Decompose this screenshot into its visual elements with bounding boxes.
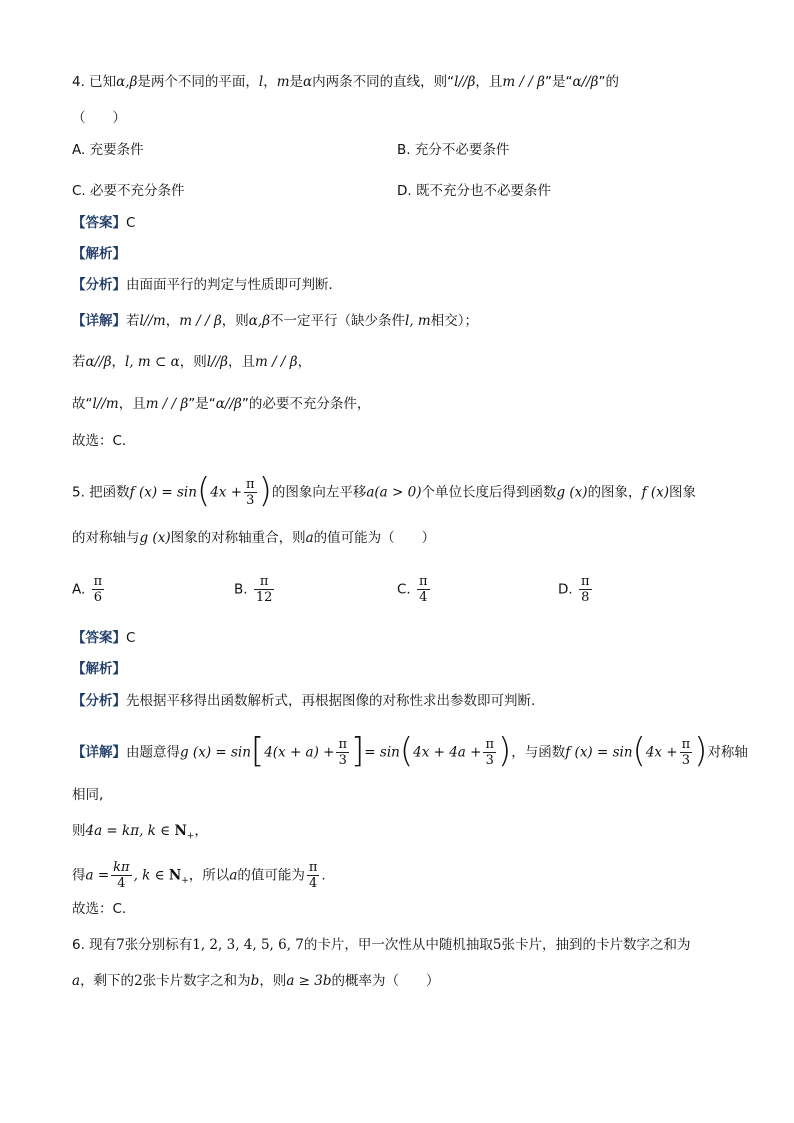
- q4-option-d: D. 既不充分也不必要条件: [397, 183, 551, 199]
- q4-conclusion: 故选：C．: [72, 433, 136, 449]
- q5-answer: 【答案】C: [72, 630, 136, 646]
- q4-detail-line-2: 若α//β，l, m ⊂ α，则l//β，且m / / β，: [72, 354, 312, 370]
- q4-stem: 4. 已知α,β是两个不同的平面，l，m是α内两条不同的直线，则“l//β，且m / / β”是“α//β”的: [72, 74, 619, 90]
- q4-detail-line-1: 【详解】若l//m，m / / β，则α,β不一定平行（缺少条件l, m相交）；: [72, 313, 478, 329]
- pi-over-3-fraction: $\frac{\pi}{3}$: [246, 477, 255, 508]
- q5-stem-line-2: 的对称轴与g (x)图象的对称轴重合，则a的值可能为（ ）: [72, 530, 436, 546]
- q4-option-c: C. 必要不充分条件: [72, 183, 185, 199]
- q4-analysis-heading: 【解析】: [72, 246, 126, 262]
- q5-option-b: B. $\frac{\pi}{12}$: [234, 574, 273, 605]
- q5-detail-line-1: 【详解】由题意得g (x) = sin[4(x + a) + $\frac{\pi}{3}$ ]= sin(4x + 4a + $\frac{\pi}{3}$ )，与函数f (x) = sin(4x + $\frac{\pi}{3}$ )对称轴: [72, 730, 748, 771]
- q5-analysis-heading: 【解析】: [72, 661, 126, 677]
- q6-stem-line-1: 6. 现有7张分别标有1, 2, 3, 4, 5, 6, 7的卡片，甲一次性从中随机抽取5张卡片，抽到的卡片数字之和为: [72, 937, 691, 953]
- q5-conclusion: 故选：C.: [72, 901, 127, 917]
- q4-fenxi: 【分析】由面面平行的判定与性质即可判断．: [72, 277, 342, 293]
- q4-option-b: B. 充分不必要条件: [397, 142, 510, 158]
- q5-detail-line-2: 则4a = kπ, k ∈ $N_+$，: [72, 823, 208, 842]
- q5-detail-line-1b: 相同,: [72, 787, 104, 803]
- q4-answer: 【答案】C: [72, 215, 136, 231]
- q5-fenxi: 【分析】先根据平移得出函数解析式，再根据图像的对称性求出参数即可判断.: [72, 693, 536, 709]
- q5-option-a: A. $\frac{\pi}{6}$: [72, 574, 103, 605]
- q4-paren: （ ）: [72, 110, 126, 126]
- q4-option-a: A. 充要条件: [72, 142, 144, 158]
- q5-detail-line-3: 得a = $\frac{k\pi}{4}$ , k ∈ $N_+$，所以a的值可能为 $\frac{\pi}{4}$ .: [72, 860, 326, 891]
- q5-option-c: C. $\frac{\pi}{4}$: [397, 574, 428, 605]
- q6-stem-line-2: a，剩下的2张卡片数字之和为b，则a ≥ 3b的概率为（ ）: [72, 973, 440, 989]
- q4-detail-line-3: 故“l//m，且m / / β”是“α//β”的必要不充分条件，: [72, 396, 371, 412]
- q5-option-d: D. $\frac{\pi}{8}$: [558, 574, 590, 605]
- q5-stem-line-1: 5. 把函数f (x) = sin(4x + $\frac{\pi}{3}$ )的图象向左平移a(a > 0)个单位长度后得到函数g (x)的图象，f (x)图象: [72, 470, 696, 511]
